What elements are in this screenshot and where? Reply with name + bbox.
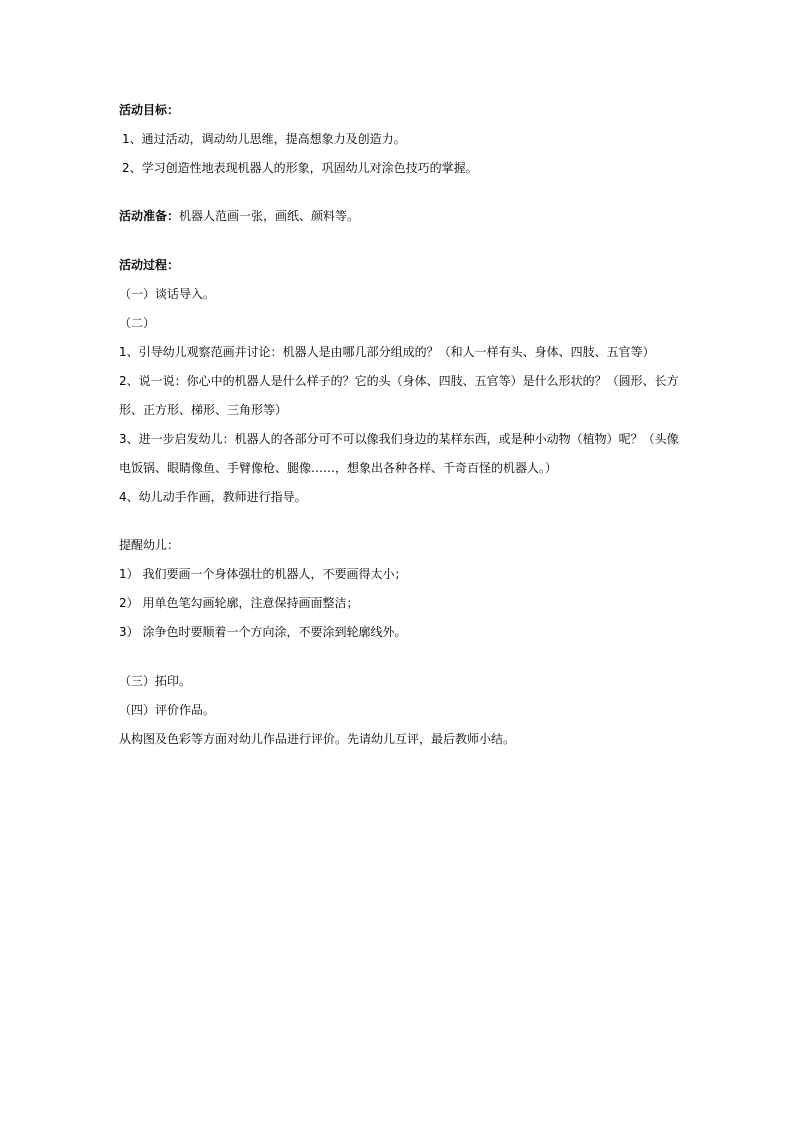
evaluation-summary: 从构图及色彩等方面对幼儿作品进行评价。先请幼儿互评，最后教师小结。 [119, 732, 516, 746]
process-step-4: 4、幼儿动手作画，教师进行指导。 [119, 490, 307, 504]
process-part-3: （三）拓印。 [119, 674, 192, 688]
prep-heading: 活动准备： [119, 209, 180, 223]
goal-item-1: 1、通过活动，调动幼儿思维，提高想象力及创造力。 [122, 132, 406, 146]
reminder-item-2: 2） 用单色笔勾画轮廓，注意保持画面整洁； [119, 596, 359, 610]
reminder-item-3: 3） 涂争色时要顺着一个方向涂，不要涂到轮廓线外。 [119, 625, 407, 639]
process-step-2: 2、说一说：你心中的机器人是什么样子的？它的头（身体、四肢、五官等）是什么形状的？（圆形、长方 [119, 374, 679, 388]
goals-heading: 活动目标： [119, 103, 180, 117]
process-part-1: （一）谈话导入。 [119, 287, 216, 301]
prep-line [119, 208, 689, 224]
process-part-4: （四）评价作品。 [119, 703, 216, 717]
process-step-2-cont: 形、正方形、梯形、三角形等） [119, 403, 288, 417]
process-step-3-cont: 电饭锅、眼睛像鱼、手臂像枪、腿像……，想象出各种各样、千奇百怪的机器人。） [119, 461, 558, 475]
goal-item-2: 2、学习创造性地表现机器人的形象，巩固幼儿对涂色技巧的掌握。 [122, 161, 478, 175]
process-step-1: 1、引导幼儿观察范画并讨论：机器人是由哪几部分组成的？（和人一样有头、身体、四肢、五官等） [119, 345, 655, 359]
process-heading: 活动过程： [119, 258, 180, 272]
prep-text: 机器人范画一张，画纸、颜料等。 [179, 209, 360, 223]
process-step-3: 3、进一步启发幼儿：机器人的各部分可不可以像我们身边的某样东西，或是种小动物（植物）呢？（头像 [119, 432, 679, 446]
process-part-2: （二） [119, 316, 156, 330]
reminder-heading: 提醒幼儿： [119, 538, 180, 552]
reminder-item-1: 1） 我们要画一个身体强壮的机器人，不要画得太小； [119, 567, 407, 581]
